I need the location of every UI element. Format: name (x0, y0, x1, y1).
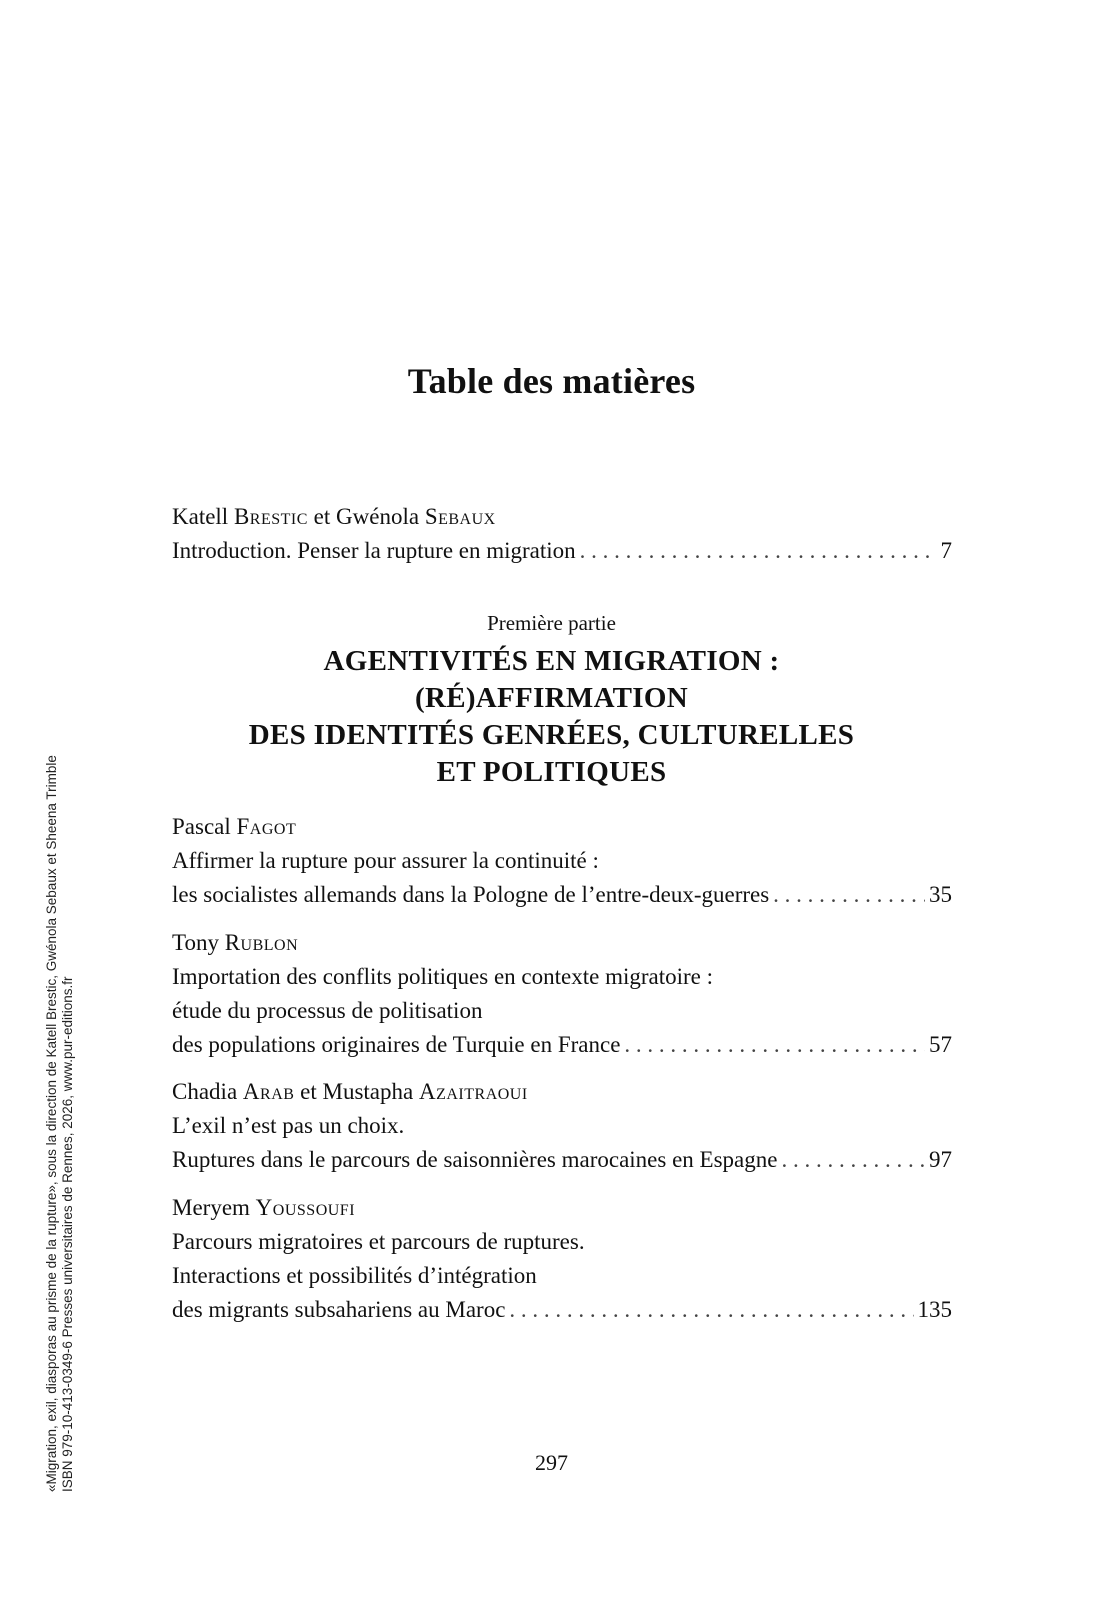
author-text: Katell (172, 504, 234, 529)
toc-entry (172, 1075, 952, 1177)
author-surname: Brestic (233, 504, 308, 529)
margin-note-line: «Migration, exil, diasporas au prisme de la rupture», sous la direction de Katell Brestic, Gwénola Sebaux et Sheena Trimble (44, 755, 59, 1492)
page-folio: 297 (535, 1450, 568, 1475)
page-number: 35 (929, 882, 952, 907)
author-text: Meryem (172, 1195, 256, 1220)
leader-dots (624, 1028, 925, 1062)
entry-title-line: Affirmer la rupture pour assurer la continuité : (172, 848, 599, 873)
toc-line (172, 878, 952, 912)
toc-entry (172, 926, 952, 1062)
page-title: Table des matières (407, 361, 696, 401)
entry-title-line: Importation des conflits politiques en contexte migratoire : (172, 964, 714, 989)
toc-line (172, 534, 952, 568)
part-title-line: ET POLITIQUES (436, 756, 667, 788)
entry-author (172, 1075, 952, 1109)
entry-author (172, 500, 952, 534)
part-title (0, 643, 1103, 791)
entry-title: Introduction. Penser la rupture en migration (172, 538, 576, 563)
toc-entry (172, 810, 952, 912)
page-number: 97 (929, 1147, 952, 1172)
author-surname: Fagot (236, 814, 297, 839)
toc-entry-intro (172, 500, 952, 568)
entry-title-line: Parcours migratoires et parcours de ruptures. (172, 1229, 585, 1254)
entry-title-line: des populations originaires de Turquie en France (172, 1032, 621, 1057)
part-title-line: AGENTIVITÉS EN MIGRATION : (323, 645, 780, 677)
page-number: 57 (929, 1032, 952, 1057)
author-text: et Mustapha (294, 1079, 419, 1104)
margin-note-line: ISBN 979-10-413-0349-6 Presses universitaires de Rennes, 2026, www.pur-editions.fr (60, 976, 75, 1492)
leader-dots (773, 878, 925, 912)
entry-title-line: Interactions et possibilités d’intégration (172, 1263, 537, 1288)
author-text: Chadia (172, 1079, 243, 1104)
entry-title-line: Ruptures dans le parcours de saisonnières marocaines en Espagne (172, 1147, 778, 1172)
toc-entry (172, 1191, 952, 1327)
toc-line (172, 1293, 952, 1327)
leader-dots (509, 1293, 913, 1327)
author-surname: Sebaux (424, 504, 496, 529)
entry-author (172, 810, 952, 844)
toc-line (172, 1028, 952, 1062)
part-title-line: DES IDENTITÉS GENRÉES, CULTURELLES (248, 719, 855, 751)
leader-dots (781, 1143, 925, 1177)
entry-title-line: étude du processus de politisation (172, 998, 483, 1023)
author-text: Pascal (172, 814, 237, 839)
copyright-margin-note (44, 712, 76, 1492)
leader-dots (580, 534, 937, 568)
toc-line (172, 1143, 952, 1177)
author-surname: Arab (242, 1079, 295, 1104)
author-surname: Youssoufi (255, 1195, 356, 1220)
entry-title-line: L’exil n’est pas un choix. (172, 1113, 405, 1138)
page-number: 135 (917, 1297, 952, 1322)
entry-author (172, 1191, 952, 1225)
entry-title-line: des migrants subsahariens au Maroc (172, 1297, 506, 1322)
author-surname: Azaitraoui (418, 1079, 528, 1104)
author-text: et Gwénola (307, 504, 425, 529)
entry-title-line: les socialistes allemands dans la Pologne de l’entre-deux-guerres (172, 882, 770, 907)
entry-author (172, 926, 952, 960)
part-label: Première partie (487, 611, 616, 635)
part-title-line: (RÉ)AFFIRMATION (415, 682, 688, 714)
author-text: Tony (172, 930, 225, 955)
page-number: 7 (940, 538, 952, 563)
author-surname: Rublon (224, 930, 299, 955)
